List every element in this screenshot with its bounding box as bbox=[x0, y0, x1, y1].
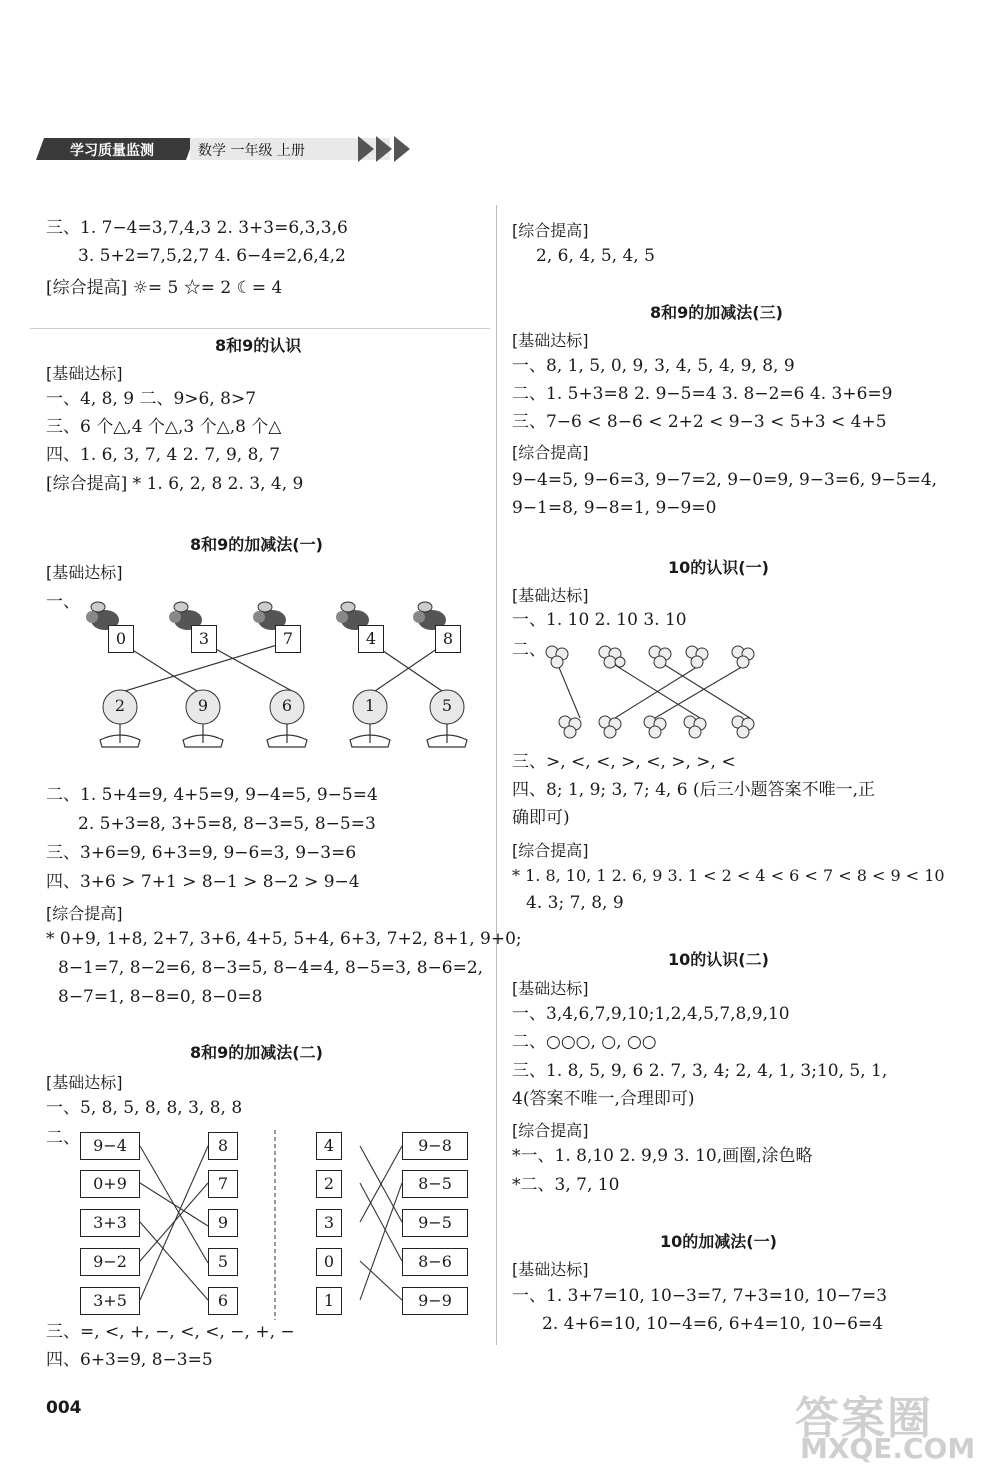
section-divider bbox=[30, 328, 490, 329]
answer-line: [综合提高] * 1. 6, 2, 8 2. 3, 4, 9 bbox=[46, 474, 304, 494]
grape-icon bbox=[546, 646, 568, 668]
number-box: 2 bbox=[316, 1170, 342, 1198]
answer-line: 四、3+6 > 7+1 > 8−1 > 8−2 > 9−4 bbox=[46, 872, 360, 892]
answer-line: 三、1. 7−4=3,7,4,3 2. 3+3=6,3,3,6 bbox=[46, 218, 348, 238]
bee-flower-matching bbox=[70, 595, 530, 765]
section-label: [综合提高] bbox=[512, 443, 589, 462]
flower-number: 1 bbox=[364, 696, 376, 715]
number-box: 7 bbox=[208, 1170, 238, 1198]
answer-line: 确即可) bbox=[512, 808, 570, 828]
header-subject: 数学 一年级 上册 bbox=[198, 143, 305, 159]
answer-line: 二、○○○, ○, ○○ bbox=[512, 1032, 657, 1052]
grape-icon bbox=[644, 716, 666, 738]
answer-line: 一、5, 8, 5, 8, 8, 3, 8, 8 bbox=[46, 1098, 243, 1118]
flower-number: 2 bbox=[114, 696, 126, 715]
answer-line: 三、3+6=9, 6+3=9, 9−6=3, 9−3=6 bbox=[46, 843, 357, 863]
grape-icon bbox=[649, 646, 671, 668]
answer-line: 四、6+3=9, 8−3=5 bbox=[46, 1350, 213, 1370]
answer-line: 二、 bbox=[512, 640, 546, 660]
section-label: [基础达标] bbox=[46, 1073, 123, 1092]
number-box: 6 bbox=[208, 1287, 238, 1315]
answer-line: 8−7=1, 8−8=0, 8−0=8 bbox=[58, 987, 263, 1007]
answer-line: 二、 bbox=[46, 1128, 80, 1148]
answer-line: 3. 5+2=7,5,2,7 4. 6−4=2,6,4,2 bbox=[78, 246, 346, 266]
number-box: 9 bbox=[208, 1209, 238, 1237]
answer-line: 三、1. 8, 5, 9, 6 2. 7, 3, 4; 2, 4, 1, 3;10, 5, 1, bbox=[512, 1061, 888, 1081]
answer-line: 2. 4+6=10, 10−4=6, 6+4=10, 10−6=4 bbox=[542, 1314, 884, 1334]
grape-icon bbox=[599, 646, 625, 668]
answer-line: 4(答案不唯一,合理即可) bbox=[512, 1089, 695, 1109]
bee-number-box: 8 bbox=[435, 625, 461, 653]
section-label: [基础达标] bbox=[512, 979, 589, 998]
number-box: 5 bbox=[208, 1248, 238, 1276]
grape-icon bbox=[686, 646, 708, 668]
answer-line: * 1. 8, 10, 1 2. 6, 9 3. 1 < 2 < 4 < 6 < 7 < 8 < 9 < 10 bbox=[512, 866, 945, 885]
number-box: 3 bbox=[316, 1209, 342, 1237]
section-title: 10的认识(二) bbox=[668, 950, 769, 969]
expression-box: 9−8 bbox=[402, 1132, 468, 1160]
section-label: [综合提高] bbox=[512, 841, 589, 860]
section-title: 8和9的加减法(一) bbox=[190, 535, 323, 554]
expression-box: 9−4 bbox=[80, 1132, 140, 1160]
answer-line: 一、4, 8, 9 二、9>6, 8>7 bbox=[46, 389, 257, 409]
section-label: [基础达标] bbox=[512, 586, 589, 605]
answer-line: 8−1=7, 8−2=6, 8−3=5, 8−4=4, 8−5=3, 8−6=2, bbox=[58, 958, 484, 978]
answer-line: 一、1. 10 2. 10 3. 10 bbox=[512, 610, 687, 630]
expression-box: 9−5 bbox=[402, 1209, 468, 1237]
expression-box: 9−2 bbox=[80, 1248, 140, 1276]
section-title: 8和9的加减法(二) bbox=[190, 1043, 323, 1062]
answer-line: 一、8, 1, 5, 0, 9, 3, 4, 5, 4, 9, 8, 9 bbox=[512, 356, 795, 376]
chevron-right-icon bbox=[358, 136, 374, 162]
answer-line: 2, 6, 4, 5, 4, 5 bbox=[536, 246, 655, 266]
answer-line: 一、3,4,6,7,9,10;1,2,4,5,7,8,9,10 bbox=[512, 1004, 790, 1024]
answer-line: 三、=, <, +, −, <, <, −, +, − bbox=[46, 1322, 295, 1342]
flower-number: 5 bbox=[441, 696, 453, 715]
section-label: [基础达标] bbox=[512, 331, 589, 350]
expression-box: 3+5 bbox=[80, 1287, 140, 1315]
answer-line: [综合提高] ☼= 5 ☆= 2 ☾= 4 bbox=[46, 278, 283, 298]
bee-number-box: 0 bbox=[108, 625, 134, 653]
answer-line: 三、7−6 < 8−6 < 2+2 < 9−3 < 5+3 < 4+5 bbox=[512, 412, 887, 432]
answer-line: *二、3, 7, 10 bbox=[512, 1175, 620, 1195]
expression-box: 8−5 bbox=[402, 1170, 468, 1198]
answer-line: *一、1. 8,10 2. 9,9 3. 10,画圈,涂色略 bbox=[512, 1146, 813, 1166]
flower-number: 6 bbox=[281, 696, 293, 715]
section-label: [综合提高] bbox=[512, 221, 589, 240]
answer-line: 一、 bbox=[46, 592, 80, 612]
answer-line: 三、6 个△,4 个△,3 个△,8 个△ bbox=[46, 417, 282, 437]
section-label: [综合提高] bbox=[46, 904, 123, 923]
chevron-right-icon bbox=[376, 136, 392, 162]
answer-line: 二、1. 5+4=9, 4+5=9, 9−4=5, 9−5=4 bbox=[46, 785, 378, 805]
answer-line: 9−1=8, 9−8=1, 9−9=0 bbox=[512, 498, 717, 518]
chevron-right-icon bbox=[394, 136, 410, 162]
answer-line: 四、8; 1, 9; 3, 7; 4, 6 (后三小题答案不唯一,正 bbox=[512, 780, 875, 800]
header-series: 学习质量监测 bbox=[70, 143, 154, 159]
answer-line: * 0+9, 1+8, 2+7, 3+6, 4+5, 5+4, 6+3, 7+2, 8+1, 9+0; bbox=[46, 929, 522, 949]
grape-icon bbox=[599, 716, 621, 738]
flower-number: 9 bbox=[197, 696, 209, 715]
answer-line: 4. 3; 7, 8, 9 bbox=[526, 893, 624, 913]
grape-icon bbox=[559, 716, 581, 738]
section-label: [基础达标] bbox=[46, 563, 123, 582]
expression-box: 9−9 bbox=[402, 1287, 468, 1315]
answer-line: 9−4=5, 9−6=3, 9−7=2, 9−0=9, 9−3=6, 9−5=4, bbox=[512, 470, 938, 490]
section-label: [基础达标] bbox=[46, 364, 123, 383]
answer-line: 四、1. 6, 3, 7, 4 2. 7, 9, 8, 7 bbox=[46, 445, 281, 465]
grape-matching bbox=[540, 640, 800, 750]
grape-icon bbox=[732, 646, 754, 668]
bee-number-box: 7 bbox=[275, 625, 301, 653]
section-label: [基础达标] bbox=[512, 1260, 589, 1279]
watermark-logo: 答案圈 bbox=[795, 1393, 933, 1444]
grape-icon bbox=[732, 716, 754, 738]
number-box: 1 bbox=[316, 1287, 342, 1315]
expression-box: 3+3 bbox=[80, 1209, 140, 1237]
answer-line: 2. 5+3=8, 3+5=8, 8−3=5, 8−5=3 bbox=[78, 814, 376, 834]
page-header bbox=[40, 132, 400, 166]
section-title: 10的加减法(一) bbox=[660, 1232, 777, 1251]
bee-number-box: 3 bbox=[191, 625, 217, 653]
number-box: 8 bbox=[208, 1132, 238, 1160]
section-title: 10的认识(一) bbox=[668, 558, 769, 577]
expression-box: 8−6 bbox=[402, 1248, 468, 1276]
bee-number-box: 4 bbox=[358, 625, 384, 653]
section-title: 8和9的认识 bbox=[215, 336, 302, 355]
answer-line: 一、1. 3+7=10, 10−3=7, 7+3=10, 10−7=3 bbox=[512, 1286, 888, 1306]
page-number: 004 bbox=[46, 1398, 82, 1418]
answer-line: 二、1. 5+3=8 2. 9−5=4 3. 8−2=6 4. 3+6=9 bbox=[512, 384, 893, 404]
number-box: 4 bbox=[316, 1132, 342, 1160]
watermark-url: MXQE.COM bbox=[800, 1432, 976, 1465]
expression-box: 0+9 bbox=[80, 1170, 140, 1198]
section-title: 8和9的加减法(三) bbox=[650, 303, 783, 322]
answer-line: 三、>, <, <, >, <, >, >, < bbox=[512, 752, 736, 772]
grape-icon bbox=[684, 716, 706, 738]
section-label: [综合提高] bbox=[512, 1121, 589, 1140]
number-box: 0 bbox=[316, 1248, 342, 1276]
